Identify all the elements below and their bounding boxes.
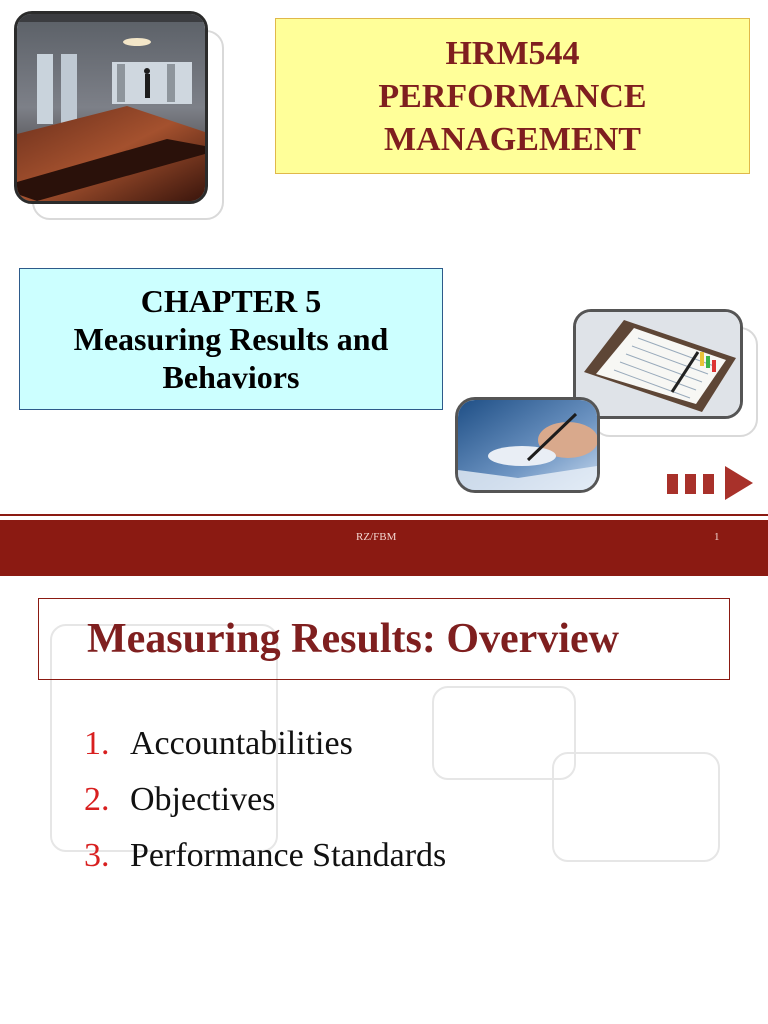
decorative-square bbox=[552, 752, 720, 862]
footer-divider bbox=[0, 514, 768, 516]
course-code: HRM544 bbox=[445, 34, 580, 72]
overview-list bbox=[84, 716, 446, 884]
page-number: 1 bbox=[714, 531, 720, 543]
overview-title-box bbox=[38, 598, 730, 680]
chapter-title-line-2: Behaviors bbox=[162, 359, 300, 395]
list-text: Performance Standards bbox=[130, 837, 447, 874]
planner-photo bbox=[573, 309, 743, 419]
list-number: 3. bbox=[84, 837, 110, 874]
chapter-number: CHAPTER 5 bbox=[140, 283, 322, 319]
course-title-line-2: MANAGEMENT bbox=[384, 120, 641, 158]
list-item bbox=[84, 716, 446, 772]
slide-2 bbox=[0, 576, 768, 1024]
course-title-line-1: PERFORMANCE bbox=[378, 77, 647, 115]
list-text: Objectives bbox=[130, 781, 276, 818]
next-arrow-icon[interactable] bbox=[667, 466, 755, 500]
chapter-box bbox=[19, 268, 443, 410]
chapter-title-line-1: Measuring Results and bbox=[73, 321, 389, 357]
list-item bbox=[84, 828, 446, 884]
footer-band bbox=[0, 520, 768, 576]
overview-title: Measuring Results: Overview bbox=[87, 616, 619, 662]
list-item bbox=[84, 772, 446, 828]
course-title-box bbox=[275, 18, 750, 174]
footer-author: RZ/FBM bbox=[356, 531, 397, 543]
list-number: 1. bbox=[84, 725, 110, 762]
pen-writing-photo bbox=[455, 397, 600, 493]
list-text: Accountabilities bbox=[130, 725, 353, 762]
boardroom-photo bbox=[14, 11, 208, 204]
list-number: 2. bbox=[84, 781, 110, 818]
